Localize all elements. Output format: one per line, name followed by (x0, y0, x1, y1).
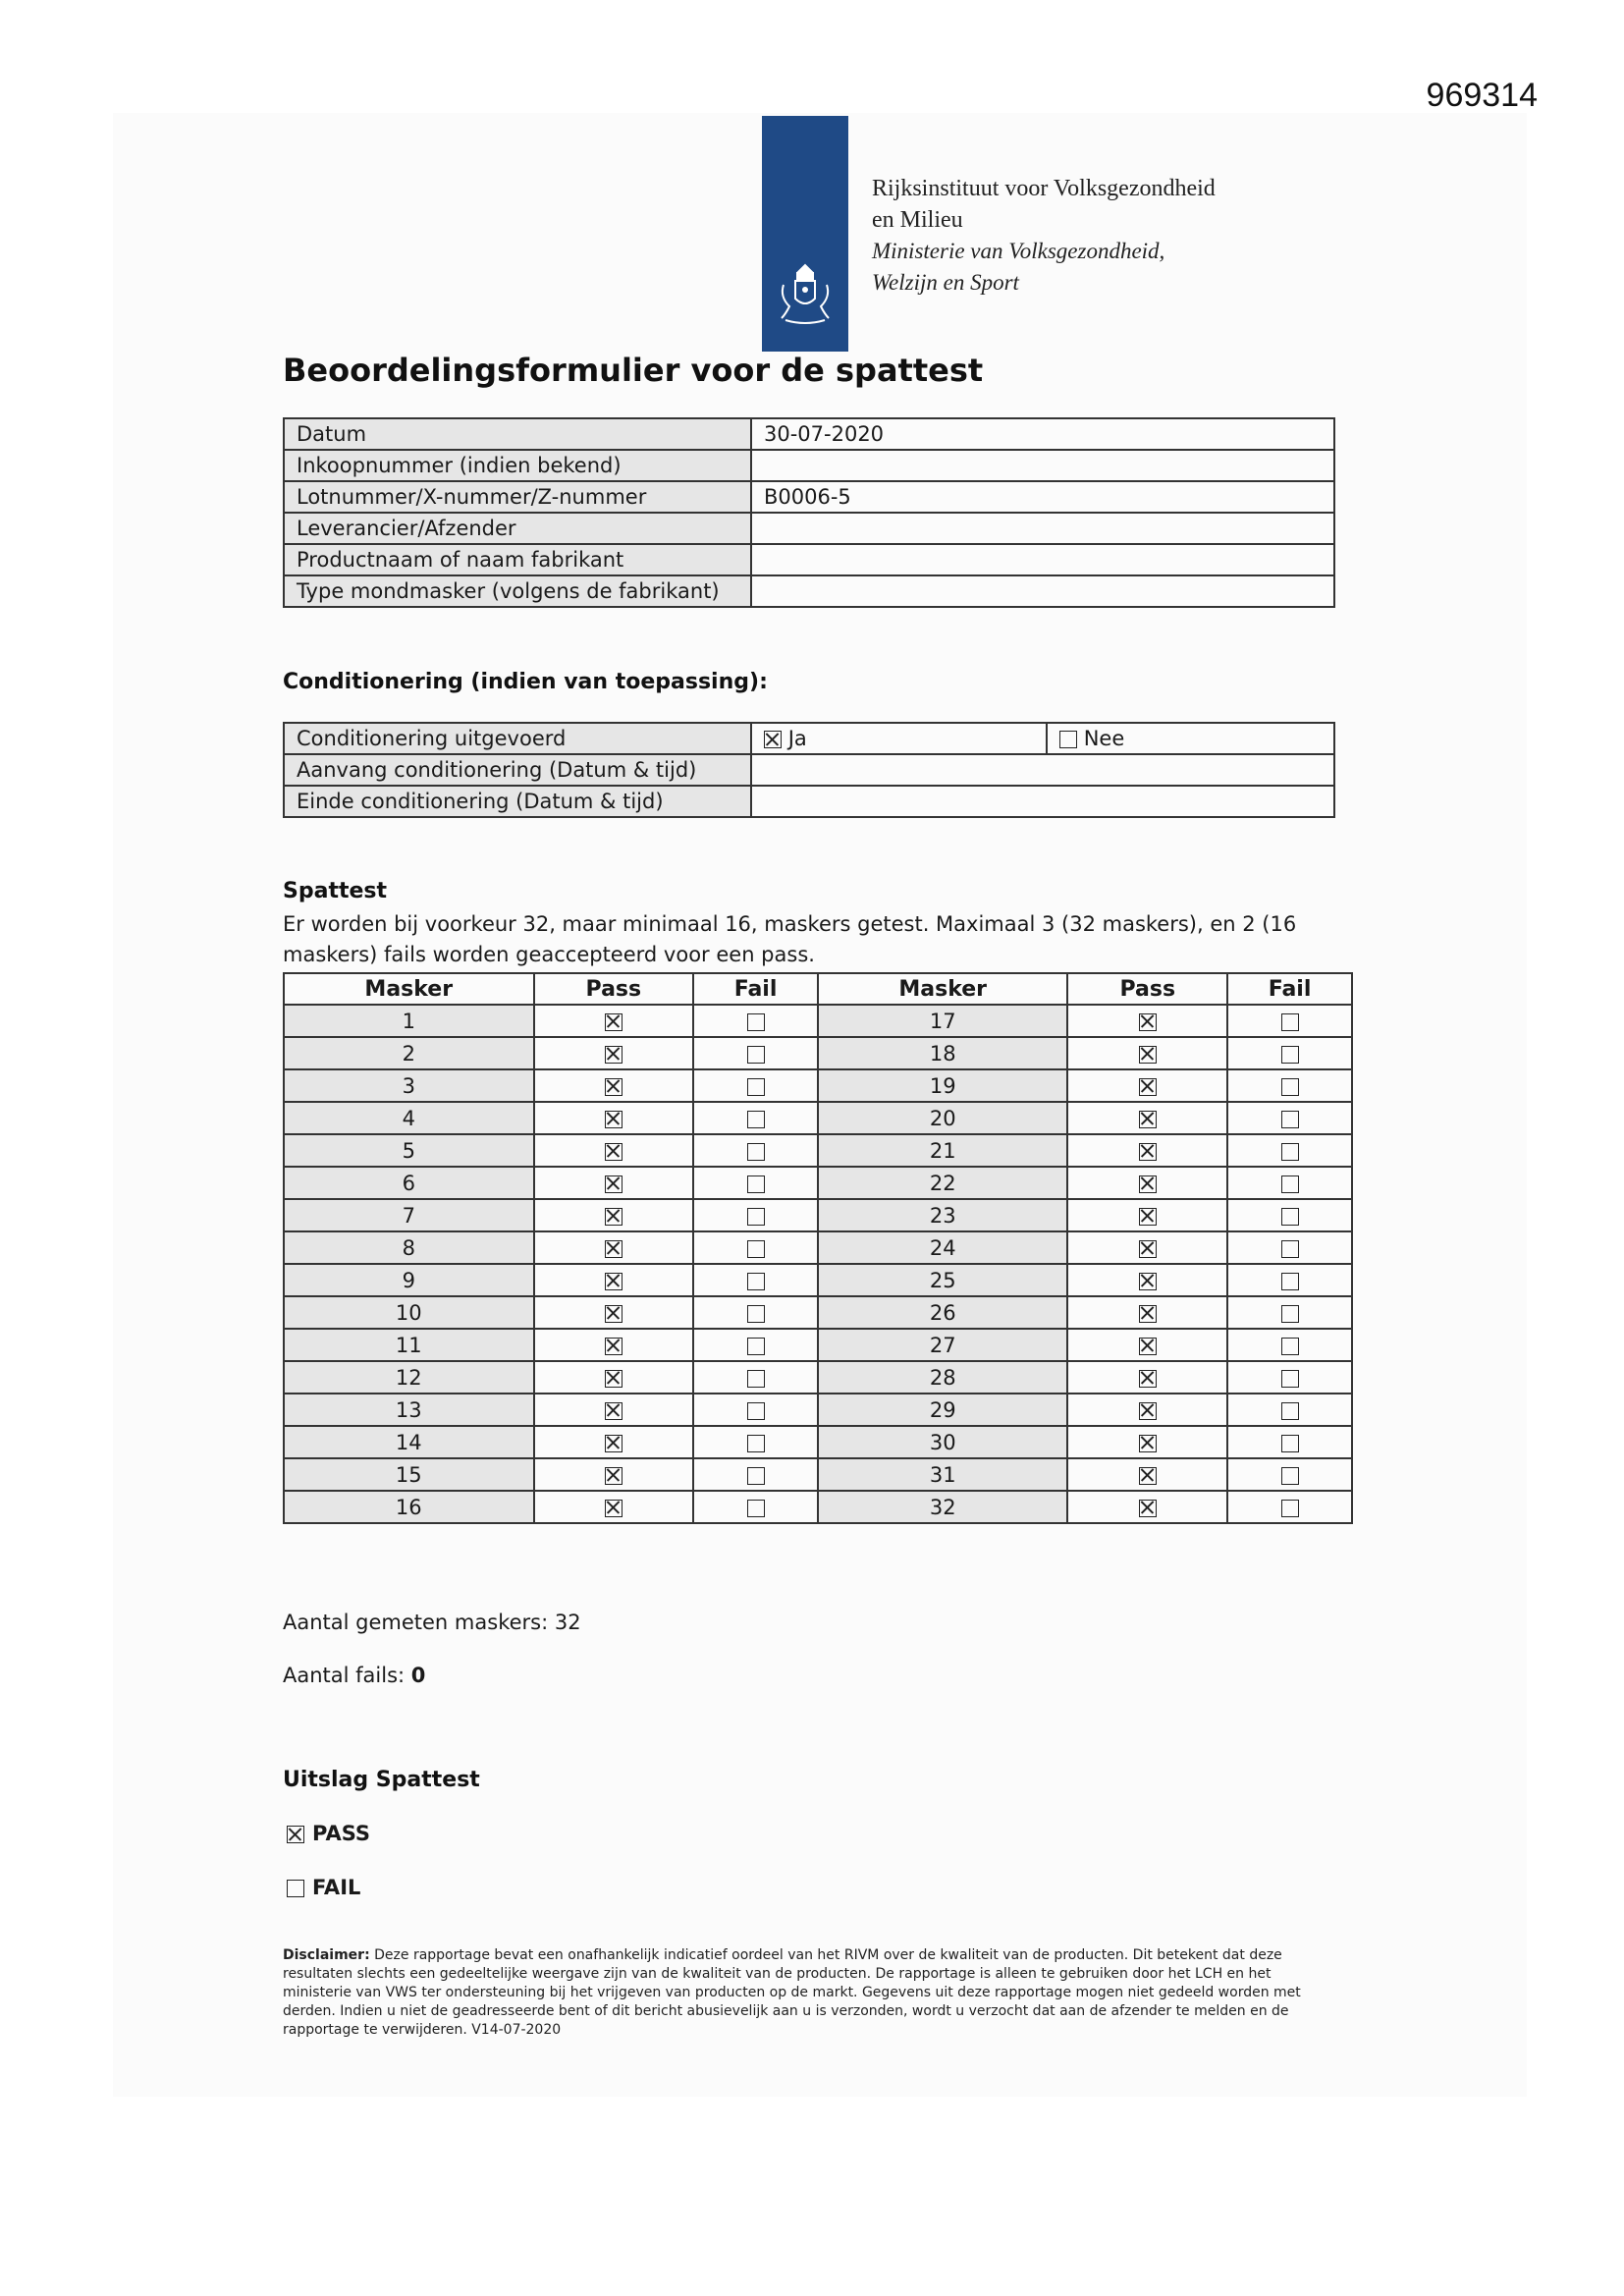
pass-cell (534, 1394, 694, 1426)
pass-cell (1067, 1005, 1227, 1037)
column-header: Pass (1067, 973, 1227, 1005)
fail-label: FAIL (312, 1876, 361, 1899)
conditioning-heading: Conditionering (indien van toepassing): (283, 670, 768, 694)
mask-number: 16 (284, 1491, 534, 1523)
pass-checkbox[interactable] (1139, 1305, 1157, 1323)
info-label: Productnaam of naam fabrikant (284, 544, 751, 575)
fail-checkbox[interactable] (747, 1078, 765, 1096)
fail-cell (693, 1037, 818, 1069)
fail-checkbox[interactable] (747, 1402, 765, 1420)
column-header: Fail (693, 973, 818, 1005)
table-row (284, 1069, 1352, 1102)
mask-number: 9 (284, 1264, 534, 1296)
fail-cell (693, 1134, 818, 1167)
table-row (284, 1199, 1352, 1231)
info-row (284, 418, 1334, 450)
conditioning-no-cell (1047, 723, 1334, 754)
pass-cell (1067, 1394, 1227, 1426)
table-row (284, 1491, 1352, 1523)
organization-name (872, 173, 1216, 299)
info-value[interactable] (751, 544, 1334, 575)
disclaimer (283, 1946, 1343, 2040)
fail-cell (693, 1199, 818, 1231)
fail-cell (1227, 1426, 1352, 1458)
pass-cell (1067, 1037, 1227, 1069)
fail-cell (1227, 1199, 1352, 1231)
mask-number: 12 (284, 1361, 534, 1394)
info-row (284, 481, 1334, 513)
result-heading: Uitslag Spattest (283, 1768, 480, 1792)
conditioning-start-label: Aanvang conditionering (Datum & tijd) (284, 754, 751, 786)
pass-checkbox[interactable] (605, 1046, 623, 1064)
pass-cell (1067, 1134, 1227, 1167)
pass-cell (534, 1134, 694, 1167)
fail-cell (1227, 1102, 1352, 1134)
fail-cell (1227, 1491, 1352, 1523)
fail-checkbox[interactable] (747, 1273, 765, 1290)
fail-checkbox[interactable] (747, 1046, 765, 1064)
pass-checkbox[interactable] (605, 1013, 623, 1031)
fail-cell (1227, 1069, 1352, 1102)
fail-checkbox[interactable] (747, 1338, 765, 1355)
pass-checkbox[interactable] (1139, 1338, 1157, 1355)
fail-cell (1227, 1005, 1352, 1037)
pass-checkbox[interactable] (1139, 1111, 1157, 1128)
column-header: Masker (284, 973, 534, 1005)
pass-checkbox[interactable] (605, 1111, 623, 1128)
pass-checkbox[interactable] (1139, 1467, 1157, 1485)
info-value[interactable] (751, 450, 1334, 481)
info-row (284, 513, 1334, 544)
info-label: Inkoopnummer (indien bekend) (284, 450, 751, 481)
pass-cell (1067, 1361, 1227, 1394)
pass-checkbox[interactable] (605, 1078, 623, 1096)
fail-cell (1227, 1361, 1352, 1394)
info-label: Leverancier/Afzender (284, 513, 751, 544)
pass-checkbox[interactable] (287, 1826, 304, 1843)
pass-checkbox[interactable] (1139, 1013, 1157, 1031)
pass-checkbox[interactable] (605, 1467, 623, 1485)
fail-checkbox[interactable] (1281, 1078, 1299, 1096)
fail-checkbox[interactable] (747, 1013, 765, 1031)
pass-cell (534, 1069, 694, 1102)
pass-cell (534, 1037, 694, 1069)
info-value[interactable] (751, 575, 1334, 607)
yes-checkbox[interactable] (764, 731, 782, 748)
pass-cell (1067, 1102, 1227, 1134)
yes-label: Ja (787, 727, 807, 750)
pass-checkbox[interactable] (605, 1240, 623, 1258)
pass-cell (534, 1231, 694, 1264)
fail-cell (693, 1458, 818, 1491)
pass-cell (534, 1329, 694, 1361)
table-row (284, 1394, 1352, 1426)
mask-number: 11 (284, 1329, 534, 1361)
mask-number: 26 (818, 1296, 1068, 1329)
measured-label: Aantal gemeten maskers: (283, 1611, 549, 1634)
pass-cell (1067, 1231, 1227, 1264)
no-label: Nee (1083, 727, 1125, 750)
measured-masks-line (283, 1611, 581, 1634)
pass-checkbox[interactable] (605, 1305, 623, 1323)
mask-number: 14 (284, 1426, 534, 1458)
fail-checkbox[interactable] (1281, 1111, 1299, 1128)
mask-number: 19 (818, 1069, 1068, 1102)
fail-cell (1227, 1458, 1352, 1491)
pass-checkbox[interactable] (605, 1208, 623, 1226)
pass-checkbox[interactable] (1139, 1175, 1157, 1193)
conditioning-end-value[interactable] (751, 786, 1334, 817)
fail-checkbox[interactable] (1281, 1435, 1299, 1452)
pass-checkbox[interactable] (605, 1402, 623, 1420)
fail-checkbox[interactable] (1281, 1143, 1299, 1161)
mask-number: 29 (818, 1394, 1068, 1426)
mask-number: 15 (284, 1458, 534, 1491)
table-row (284, 1458, 1352, 1491)
measured-value: 32 (554, 1611, 581, 1634)
pass-cell (534, 1491, 694, 1523)
fail-cell (693, 1426, 818, 1458)
fail-cell (693, 1491, 818, 1523)
table-row (284, 1231, 1352, 1264)
pass-checkbox[interactable] (1139, 1240, 1157, 1258)
coat-of-arms-icon (776, 263, 835, 328)
fail-cell (693, 1296, 818, 1329)
org-line-4: Welzijn en Sport (872, 270, 1019, 295)
fail-checkbox[interactable] (747, 1305, 765, 1323)
mask-number: 10 (284, 1296, 534, 1329)
fail-checkbox[interactable] (1281, 1175, 1299, 1193)
info-label: Type mondmasker (volgens de fabrikant) (284, 575, 751, 607)
fail-cell (1227, 1296, 1352, 1329)
document-number: 969314 (1426, 77, 1538, 114)
table-row (284, 1264, 1352, 1296)
pass-checkbox[interactable] (1139, 1143, 1157, 1161)
info-value[interactable]: 30-07-2020 (751, 418, 1334, 450)
table-row (284, 1296, 1352, 1329)
fail-checkbox[interactable] (747, 1435, 765, 1452)
mask-number: 27 (818, 1329, 1068, 1361)
table-row (284, 1329, 1352, 1361)
table-row (284, 1005, 1352, 1037)
disclaimer-label: Disclaimer: (283, 1947, 370, 1963)
fail-cell (693, 1264, 818, 1296)
info-label: Lotnummer/X-nummer/Z-nummer (284, 481, 751, 513)
fail-cell (693, 1102, 818, 1134)
mask-number: 2 (284, 1037, 534, 1069)
fail-cell (693, 1167, 818, 1199)
result-pass-option (287, 1822, 370, 1845)
fail-checkbox[interactable] (1281, 1240, 1299, 1258)
info-label: Datum (284, 418, 751, 450)
mask-number: 8 (284, 1231, 534, 1264)
fail-checkbox[interactable] (1281, 1402, 1299, 1420)
pass-cell (1067, 1329, 1227, 1361)
column-header: Masker (818, 973, 1068, 1005)
mask-number: 6 (284, 1167, 534, 1199)
table-row (284, 1102, 1352, 1134)
mask-number: 28 (818, 1361, 1068, 1394)
fail-checkbox[interactable] (747, 1111, 765, 1128)
table-row (284, 1037, 1352, 1069)
mask-number: 21 (818, 1134, 1068, 1167)
result-fail-option (287, 1876, 360, 1899)
fail-checkbox[interactable] (1281, 1338, 1299, 1355)
mask-number: 1 (284, 1005, 534, 1037)
fail-checkbox[interactable] (1281, 1305, 1299, 1323)
pass-cell (534, 1005, 694, 1037)
pass-checkbox[interactable] (605, 1143, 623, 1161)
pass-cell (1067, 1167, 1227, 1199)
fail-cell (1227, 1394, 1352, 1426)
pass-cell (1067, 1264, 1227, 1296)
pass-cell (534, 1199, 694, 1231)
pass-cell (534, 1102, 694, 1134)
mask-number: 30 (818, 1426, 1068, 1458)
fail-checkbox[interactable] (287, 1880, 304, 1897)
fail-checkbox[interactable] (1281, 1500, 1299, 1517)
pass-checkbox[interactable] (1139, 1046, 1157, 1064)
fail-cell (1227, 1037, 1352, 1069)
pass-checkbox[interactable] (605, 1435, 623, 1452)
pass-cell (1067, 1491, 1227, 1523)
fail-cell (693, 1361, 818, 1394)
pass-cell (1067, 1458, 1227, 1491)
fail-cell (1227, 1231, 1352, 1264)
org-line-1: Rijksinstituut voor Volksgezondheid (872, 176, 1216, 201)
fail-checkbox[interactable] (1281, 1467, 1299, 1485)
pass-checkbox[interactable] (605, 1175, 623, 1193)
mask-number: 20 (818, 1102, 1068, 1134)
conditioning-table (283, 722, 1335, 818)
mask-number: 23 (818, 1199, 1068, 1231)
pass-checkbox[interactable] (605, 1273, 623, 1290)
table-row (284, 1426, 1352, 1458)
mask-number: 4 (284, 1102, 534, 1134)
pass-checkbox[interactable] (1139, 1500, 1157, 1517)
mask-number: 17 (818, 1005, 1068, 1037)
org-line-2: en Milieu (872, 207, 963, 233)
fail-cell (693, 1394, 818, 1426)
mask-results-table (283, 972, 1353, 1524)
pass-cell (534, 1426, 694, 1458)
info-row (284, 575, 1334, 607)
fails-label: Aantal fails: (283, 1664, 406, 1687)
mask-number: 18 (818, 1037, 1068, 1069)
fail-checkbox[interactable] (747, 1175, 765, 1193)
pass-checkbox[interactable] (1139, 1370, 1157, 1388)
conditioning-start-value[interactable] (751, 754, 1334, 786)
mask-number: 13 (284, 1394, 534, 1426)
fail-checkbox[interactable] (747, 1467, 765, 1485)
fail-checkbox[interactable] (1281, 1046, 1299, 1064)
rijksoverheid-logo (762, 116, 848, 352)
fail-checkbox[interactable] (1281, 1273, 1299, 1290)
pass-checkbox[interactable] (1139, 1435, 1157, 1452)
fail-cell (1227, 1264, 1352, 1296)
fail-checkbox[interactable] (747, 1240, 765, 1258)
fail-cell (693, 1069, 818, 1102)
fail-cell (1227, 1134, 1352, 1167)
column-header: Pass (534, 973, 694, 1005)
pass-cell (534, 1167, 694, 1199)
pass-cell (534, 1296, 694, 1329)
pass-cell (534, 1458, 694, 1491)
org-line-3: Ministerie van Volksgezondheid, (872, 239, 1165, 263)
table-row (284, 1361, 1352, 1394)
mask-number: 25 (818, 1264, 1068, 1296)
fails-value: 0 (410, 1664, 426, 1687)
disclaimer-text: Deze rapportage bevat een onafhankelijk indicatief oordeel van het RIVM over de kwaliteit van de producten. Dit betekent dat deze resultaten slechts een gedeeltelijke weergave zijn van de kwaliteit van de producten. De rapportage is alleen te gebruiken door het LCH en het ministerie van VWS ter ondersteuning bij het vrijgeven van producten op de markt. Gegevens uit deze rapportage mogen niet gedeeld worden met derden. Indien u niet de geadresseerde bent of dit bericht abusievelijk aan u is verzonden, wordt u verzocht dat aan de afzender te melden en de rapportage te verwijderen. V14-07-2020 (283, 1947, 1301, 2038)
fail-checkbox[interactable] (1281, 1208, 1299, 1226)
fail-checkbox[interactable] (747, 1143, 765, 1161)
fail-cell (1227, 1167, 1352, 1199)
conditioning-yes-cell (751, 723, 1047, 754)
spattest-description: Er worden bij voorkeur 32, maar minimaal 16, maskers getest. Maximaal 3 (32 maskers), en 2 (16 maskers) fails worden geaccepteerd voor een pass. (283, 912, 1297, 966)
pass-cell (1067, 1069, 1227, 1102)
fail-checkbox[interactable] (1281, 1370, 1299, 1388)
fail-checkbox[interactable] (747, 1208, 765, 1226)
mask-number: 22 (818, 1167, 1068, 1199)
fail-cell (693, 1005, 818, 1037)
info-value[interactable] (751, 513, 1334, 544)
fail-cell (693, 1329, 818, 1361)
pass-checkbox[interactable] (1139, 1273, 1157, 1290)
mask-number: 31 (818, 1458, 1068, 1491)
pass-cell (534, 1361, 694, 1394)
mask-number: 3 (284, 1069, 534, 1102)
pass-checkbox[interactable] (605, 1370, 623, 1388)
info-value[interactable]: B0006-5 (751, 481, 1334, 513)
no-checkbox[interactable] (1059, 731, 1077, 748)
info-row (284, 450, 1334, 481)
pass-cell (1067, 1199, 1227, 1231)
pass-checkbox[interactable] (1139, 1208, 1157, 1226)
fail-cell (693, 1231, 818, 1264)
pass-checkbox[interactable] (605, 1500, 623, 1517)
pass-checkbox[interactable] (1139, 1078, 1157, 1096)
mask-number: 7 (284, 1199, 534, 1231)
mask-number: 24 (818, 1231, 1068, 1264)
fail-checkbox[interactable] (747, 1370, 765, 1388)
conditioning-performed-label: Conditionering uitgevoerd (284, 723, 751, 754)
form-title: Beoordelingsformulier voor de spattest (283, 352, 984, 389)
column-header: Fail (1227, 973, 1352, 1005)
conditioning-end-label: Einde conditionering (Datum & tijd) (284, 786, 751, 817)
spattest-heading: Spattest (283, 879, 388, 903)
pass-cell (1067, 1296, 1227, 1329)
info-row (284, 544, 1334, 575)
info-table (283, 417, 1335, 608)
fail-cell (1227, 1329, 1352, 1361)
fail-checkbox[interactable] (747, 1500, 765, 1517)
pass-checkbox[interactable] (605, 1338, 623, 1355)
mask-number: 5 (284, 1134, 534, 1167)
table-row (284, 1134, 1352, 1167)
fails-line (283, 1664, 425, 1687)
pass-cell (1067, 1426, 1227, 1458)
mask-number: 32 (818, 1491, 1068, 1523)
table-row (284, 1167, 1352, 1199)
pass-label: PASS (312, 1822, 371, 1845)
pass-checkbox[interactable] (1139, 1402, 1157, 1420)
pass-cell (534, 1264, 694, 1296)
fail-checkbox[interactable] (1281, 1013, 1299, 1031)
